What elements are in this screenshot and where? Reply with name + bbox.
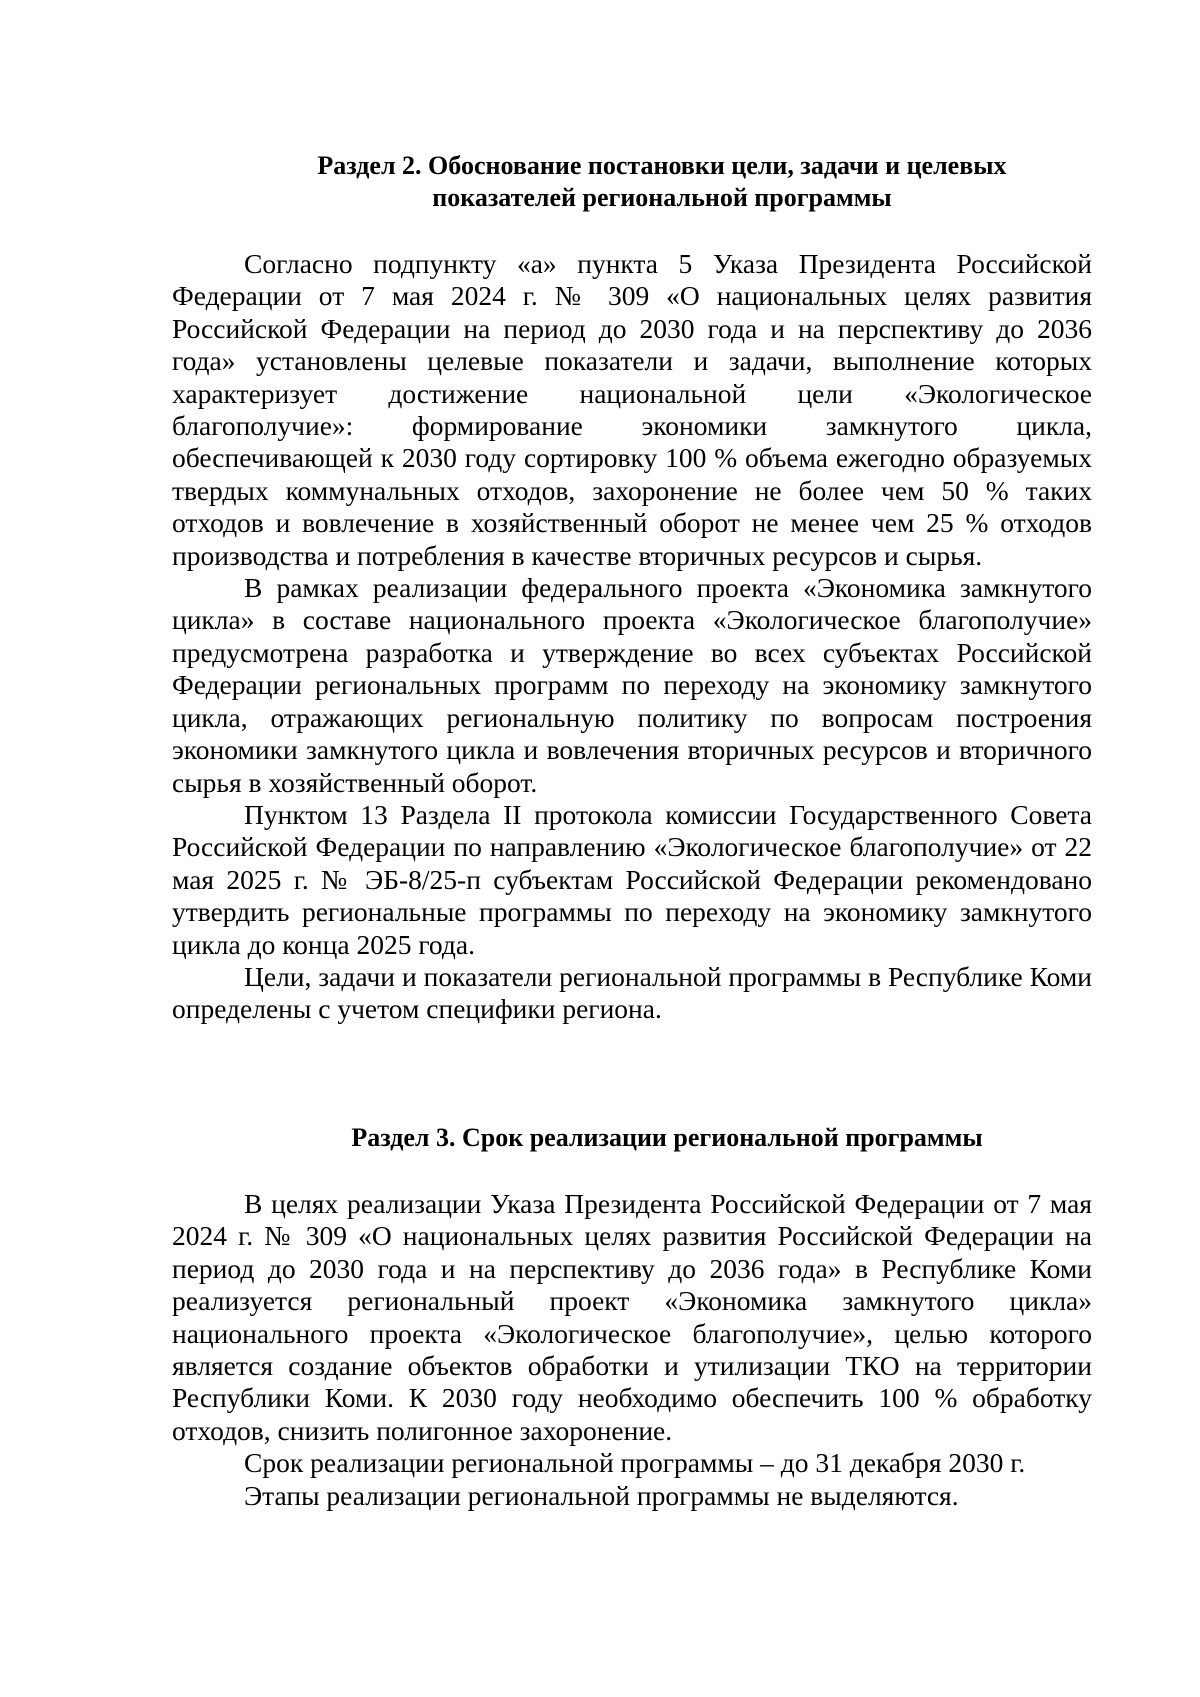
section-2-heading-line-1: Раздел 2. Обоснование постановки цели, задачи и целевых bbox=[317, 151, 1007, 180]
section-2-heading bbox=[172, 150, 1092, 214]
section-2-paragraph-2: В рамках реализации федерального проекта «Экономика замкнутого цикла» в составе национального проекта «Экологическое благополучие» предусмотрена разработка и утверждение во всех субъектах Российской Федерации региональных программ по переходу на экономику замкнутого цикла, отражающих региональную политику по вопросам построения экономики замкнутого цикла и вовлечения вторичных ресурсов и вторичного сырья в хозяйственный оборот. bbox=[172, 572, 1092, 798]
section-3-heading bbox=[172, 1122, 1092, 1154]
section-2-body bbox=[172, 248, 1092, 1026]
section-2-paragraph-1: Согласно подпункту «а» пункта 5 Указа Президента Российской Федерации от 7 мая 2024 г. № 309 «О национальных целях развития Российской Федерации на период до 2030 года и на перспективу до 2036 года» установлены целевые показатели и задачи, выполнение которых характеризует достижение национальной цели «Экологическое благополучие»: формирование экономики замкнутого цикла, обеспечивающей к 2030 году сортировку 100 % объема ежегодно образуемых твердых коммунальных отходов, захоронение не более чем 50 % таких отходов и вовлечение в хозяйственный оборот не менее чем 25 % отходов производства и потребления в качестве вторичных ресурсов и сырья. bbox=[172, 248, 1092, 571]
section-3-body bbox=[172, 1188, 1092, 1512]
section-2-paragraph-4: Цели, задачи и показатели региональной программы в Республике Коми определены с учетом специфики региона. bbox=[172, 960, 1092, 1025]
section-3-heading-text: Раздел 3. Срок реализации региональной программы bbox=[351, 1123, 983, 1152]
section-3-paragraph-3: Этапы реализации региональной программы не выделяются. bbox=[244, 1479, 959, 1511]
section-2-heading-line-2: показателей региональной программы bbox=[432, 183, 892, 212]
section-2-paragraph-3: Пунктом 13 Раздела II протокола комиссии Государственного Совета Российской Федерации по направлению «Экологическое благополучие» от 22 мая 2025 г. № ЭБ-8/25-п субъектам Российской Федерации рекомендовано утвердить региональные программы по переходу на экономику замкнутого цикла до конца 2025 года. bbox=[172, 798, 1092, 960]
section-3-paragraph-1: В целях реализации Указа Президента Российской Федерации от 7 мая 2024 г. № 309 «О национальных целях развития Российской Федерации на период до 2030 года и на перспективу до 2036 года» в Республике Коми реализуется региональный проект «Экономика замкнутого цикла» национального проекта «Экологическое благополучие», целью которого является создание объектов обработки и утилизации ТКО на территории Республики Коми. К 2030 году необходимо обеспечить 100 % обработку отходов, снизить полигонное захоронение. bbox=[172, 1188, 1092, 1446]
section-3-paragraph-2: Срок реализации региональной программы – до 31 декабря 2030 г. bbox=[244, 1447, 1026, 1479]
